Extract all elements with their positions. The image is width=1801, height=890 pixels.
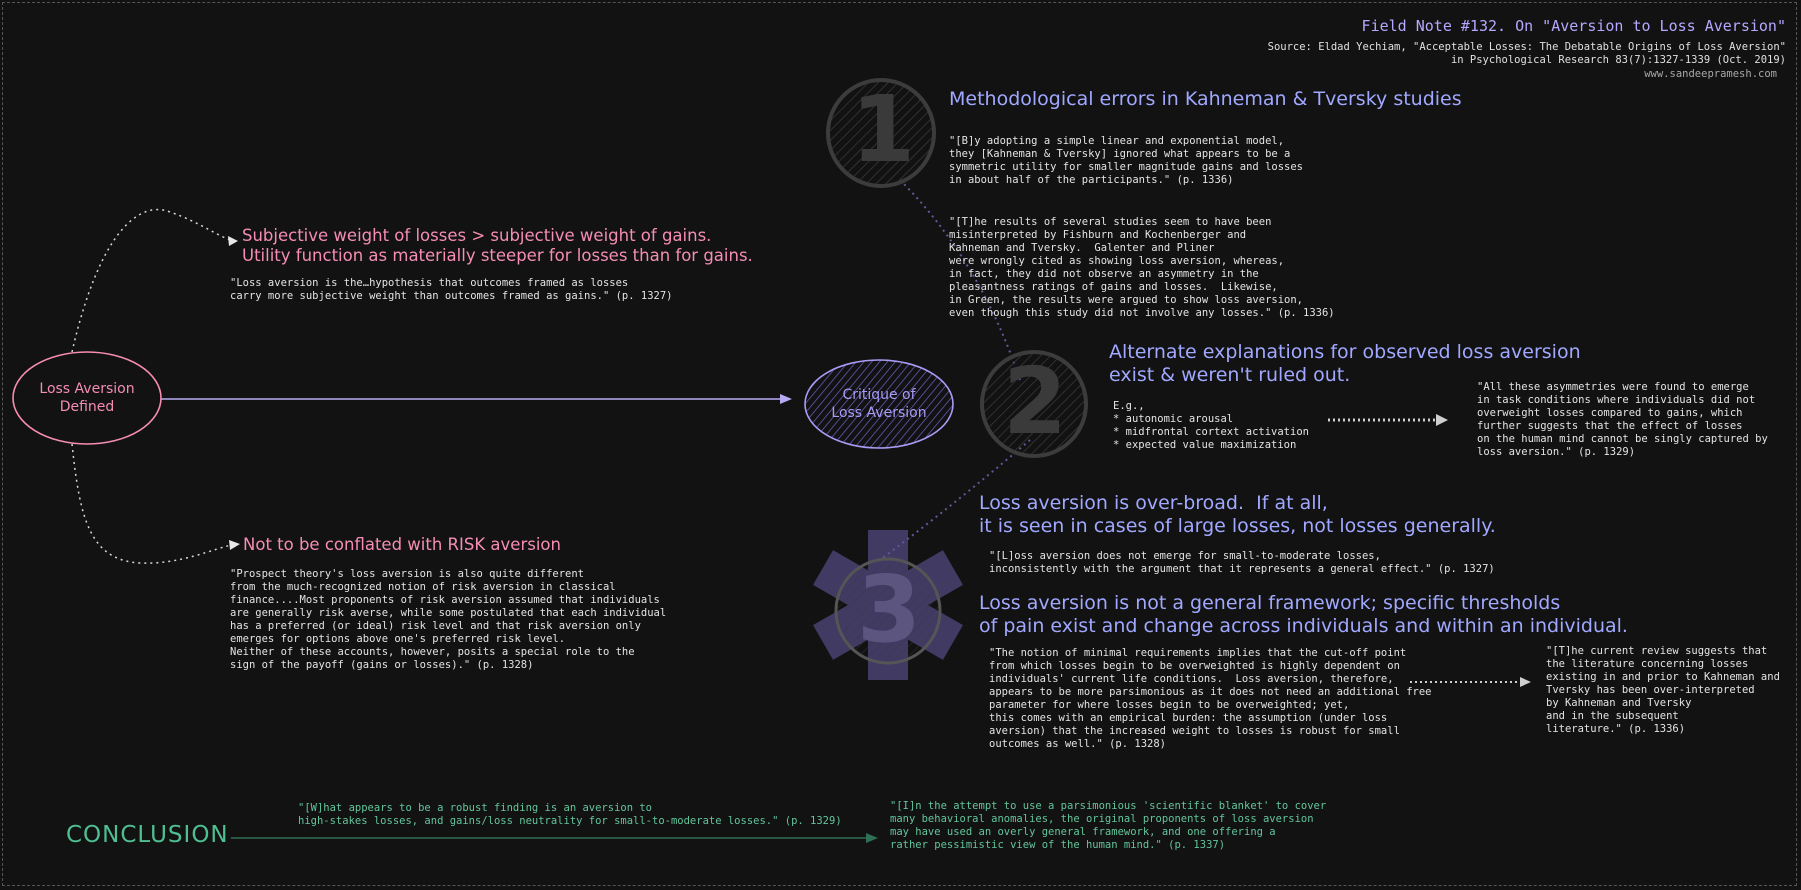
number-3: 3 <box>857 556 922 663</box>
section2-quote: "All these asymmetries were found to emerge in task conditions where individuals did not overweight losses compared to gains, which further suggests that the effect of losses on the human mind cannot be singly captured by loss aversion." (p. 1329) <box>1477 381 1768 458</box>
section2-list: E.g., * autonomic arousal * midfrontal cortext activation * expected value maximization <box>1113 400 1309 451</box>
risk-heading: Not to be conflated with RISK aversion <box>243 535 561 554</box>
main-arrow <box>161 394 792 404</box>
number-2: 2 <box>1003 348 1068 455</box>
subjective-quote: "Loss aversion is the…hypothesis that outcomes framed as losses carry more subjective weight than outcomes framed as gains." (p. 1327) <box>230 277 673 302</box>
conclusion-label: CONCLUSION <box>66 822 229 848</box>
subjective-heading: Subjective weight of losses > subjective weight of gains. Utility function as materially steeper for losses than for gains. <box>242 226 753 265</box>
section1-heading: Methodological errors in Kahneman & Tversky studies <box>949 88 1462 110</box>
source-line-1: Source: Eldad Yechiam, "Acceptable Losses: The Debatable Origins of Loss Aversion" <box>1267 41 1786 53</box>
arrow-section2 <box>1328 414 1448 426</box>
critique-node-label: Critique of Loss Aversion <box>831 387 927 421</box>
section3-quote-b: "The notion of minimal requirements implies that the cut-off point from which losses begin to be overweighted is highly dependent on individuals' current life conditions. Loss aversion, therefore, appears to be more parsimonious as it does not need an additional free parameter for where losses begin to be overweighted; yet, this comes with an empirical burden: the assumption (under loss aversion) that the increased weight to losses is robust for small outcomes as well." (p. 1328) <box>989 647 1432 750</box>
number-1: 1 <box>851 76 916 183</box>
section1-quote1: "[B]y adopting a simple linear and exponential model, they [Kahneman & Tversky] ignored what appears to be a symmetric utility for smaller magnitude gains and losses in about half of the participants." (p. 1336) <box>949 135 1304 186</box>
risk-quote: "Prospect theory's loss aversion is also quite different from the much-recognized notion of risk aversion in classical finance....Most proponents of risk aversion assumed that individuals are generally risk averse, while some postulated that each individual has a preferred (or ideal) risk level and that risk aversion only emerges for options above one's preferred risk level. Neither of these accounts, however, posits a special role to the sign of the payoff (gains or losses)." (p. 1328) <box>230 568 667 671</box>
conclusion-quote1: "[W]hat appears to be a robust finding is an aversion to high-stakes losses, and gains/loss neutrality for small-to-moderate losses." (p. 1329) <box>298 802 842 827</box>
conclusion-arrow <box>231 833 878 843</box>
conclusion-quote2: "[I]n the attempt to use a parsimonious 'scientific blanket' to cover many behavioral anomalies, the original proponents of loss aversion may have used an overly general framework, and one offering a rather pessimistic view of the human mind." (p. 1337) <box>890 800 1327 851</box>
section3-quote-c: "[T]he current review suggests that the literature concerning losses existing in and prior to Kahneman and Tversky has been over-interpreted by Kahneman and Tversky and in the subsequent literature." (p. 1336) <box>1546 645 1780 735</box>
defined-node-label: Loss Aversion Defined <box>39 381 135 415</box>
website: www.sandeepramesh.com <box>1644 68 1777 80</box>
section2-heading: Alternate explanations for observed loss aversion exist & weren't ruled out. <box>1109 341 1581 386</box>
section3-heading-a: Loss aversion is over-broad. If at all, it is seen in cases of large losses, not losses generally. <box>979 492 1496 537</box>
section1-quote2: "[T]he results of several studies seem to have been misinterpreted by Fishburn and Kochenberger and Kahneman and Tversky. Galenter and Pliner were wrongly cited as showing loss aversion, whereas, in fact, they did not observe an asymmetry in the pleasantness ratings of gains and losses. Likewise, in Green, the results were argued to show loss aversion, even though this study did not involve any losses." (p. 1336) <box>949 216 1335 319</box>
section3-quote-a: "[L]oss aversion does not emerge for small-to-moderate losses, inconsistently with the argument that it represents a general effect." (p. 1327) <box>989 550 1495 575</box>
section3-heading-b: Loss aversion is not a general framework; specific thresholds of pain exist and change across individuals and within an individual. <box>979 592 1628 637</box>
arrow-to-risk <box>72 444 240 563</box>
arrow-to-subjective <box>72 210 238 352</box>
page-title: Field Note #132. On "Aversion to Loss Aversion" <box>1361 17 1786 35</box>
source-line-2: in Psychological Research 83(7):1327-1339 (Oct. 2019) <box>1450 54 1786 66</box>
